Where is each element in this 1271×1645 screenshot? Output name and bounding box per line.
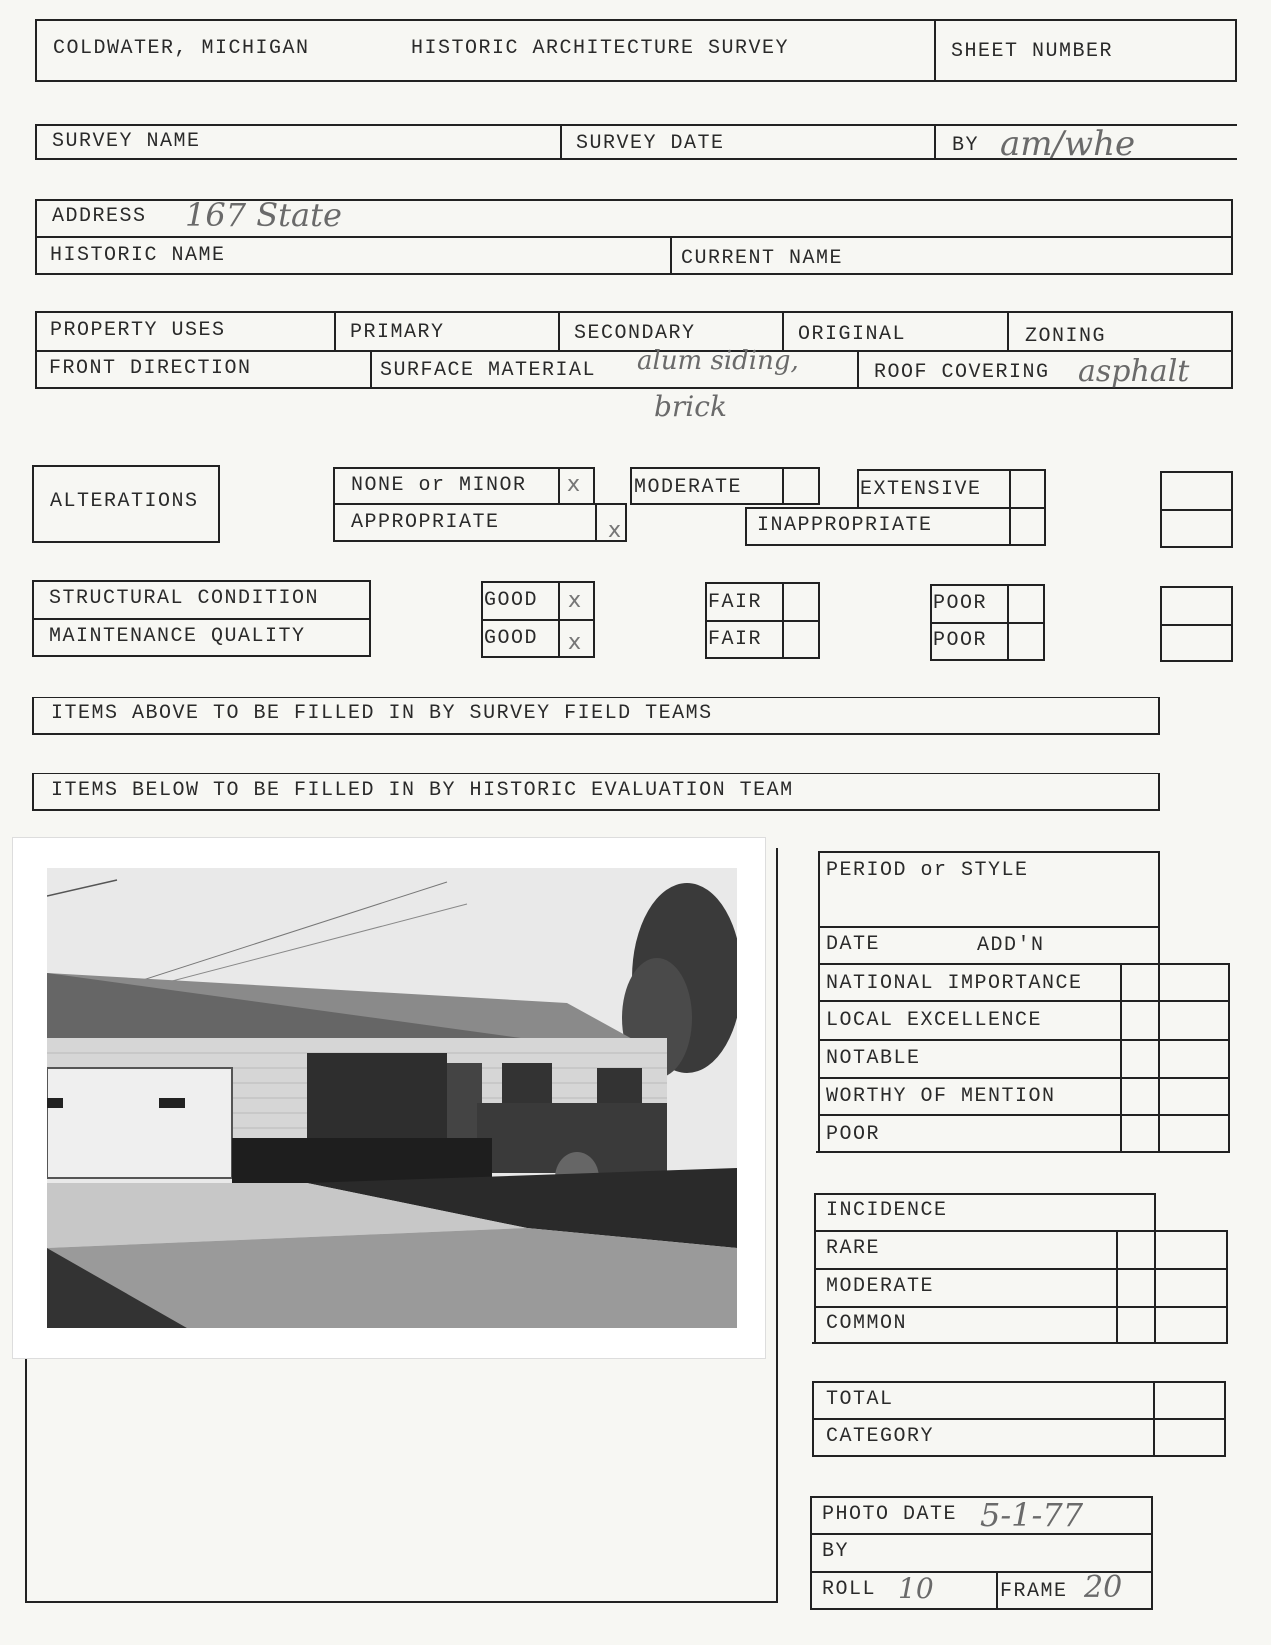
eval-line-date	[818, 926, 1160, 928]
property-divider-6	[857, 350, 859, 389]
structural-poor-label: POOR	[933, 592, 988, 615]
survey-date-label: SURVEY DATE	[576, 132, 725, 155]
fair-box-mid	[705, 620, 820, 622]
maintenance-quality-label: MAINTENANCE QUALITY	[49, 625, 306, 648]
primary-label: PRIMARY	[350, 321, 445, 344]
surface-material-label: SURFACE MATERIAL	[380, 359, 597, 382]
survey-divider-1	[560, 124, 562, 160]
structural-good-label: GOOD	[484, 589, 539, 612]
historic-name-label: HISTORIC NAME	[50, 244, 226, 267]
totals-mid	[812, 1418, 1226, 1420]
photo-date-label: PHOTO DATE	[822, 1503, 958, 1526]
alterations-extensive-mid	[745, 507, 1046, 509]
roof-covering-value: asphalt	[1078, 354, 1190, 389]
maintenance-poor-label: POOR	[933, 629, 988, 652]
alterations-moderate-divider	[782, 467, 784, 505]
photo-date-value: 5-1-77	[980, 1496, 1084, 1534]
condition-side-mid	[1160, 624, 1233, 626]
property-divider-2	[558, 311, 560, 350]
structural-condition-label: STRUCTURAL CONDITION	[49, 587, 320, 610]
incidence-line-rare	[814, 1230, 1228, 1232]
house-photo	[13, 838, 765, 1358]
photo-area-bottom	[25, 1601, 778, 1603]
eval-line-worthy	[818, 1077, 1230, 1079]
surface-material-value-2: brick	[654, 390, 727, 423]
none-minor-label: NONE or MINOR	[351, 474, 527, 497]
alterations-label: ALTERATIONS	[50, 490, 199, 513]
address-row-line	[35, 236, 1233, 238]
incidence-moderate-label: MODERATE	[826, 1275, 935, 1298]
property-divider-1	[334, 311, 336, 350]
property-uses-label: PROPERTY USES	[50, 319, 226, 342]
roll-value: 10	[898, 1572, 934, 1605]
current-name-label: CURRENT NAME	[681, 247, 844, 270]
roof-covering-label: ROOF COVERING	[874, 361, 1050, 384]
incidence-score-right	[1226, 1230, 1228, 1342]
city-label: COLDWATER, MICHIGAN	[53, 37, 310, 60]
photo-info-divider	[996, 1571, 998, 1610]
house-photo-image	[47, 868, 737, 1328]
incidence-score-divider	[1116, 1230, 1118, 1342]
address-divider	[670, 236, 672, 275]
condition-label-mid	[32, 618, 371, 620]
total-label: TOTAL	[826, 1388, 894, 1411]
survey-by-label: BY	[952, 134, 980, 157]
eval-score-divider	[1120, 963, 1122, 1151]
addn-label: ADD'N	[977, 934, 1045, 957]
incidence-line-common	[814, 1306, 1228, 1308]
eval-line-national	[818, 963, 1230, 965]
maintenance-fair-label: FAIR	[708, 628, 763, 651]
structural-good-check[interactable]: x	[568, 588, 582, 613]
fair-box-divider	[782, 582, 784, 659]
property-row-line	[35, 350, 1233, 352]
front-direction-label: FRONT DIRECTION	[49, 357, 252, 380]
property-divider-5	[370, 350, 372, 389]
none-minor-check[interactable]: x	[567, 472, 581, 497]
eval-score-right	[1228, 963, 1230, 1151]
surface-material-value: alum siding,	[637, 346, 799, 376]
survey-by-value: am/whe	[1000, 124, 1136, 164]
worthy-of-mention-label: WORTHY OF MENTION	[826, 1085, 1056, 1108]
eval-line-bottom	[816, 1151, 1230, 1153]
frame-value: 20	[1084, 1570, 1123, 1605]
appropriate-label: APPROPRIATE	[351, 511, 500, 534]
appropriate-check[interactable]: x	[608, 518, 622, 543]
common-label: COMMON	[826, 1312, 908, 1335]
national-importance-label: NATIONAL IMPORTANCE	[826, 972, 1083, 995]
header-divider	[934, 19, 936, 82]
original-label: ORIGINAL	[798, 323, 907, 346]
period-style-label: PERIOD or STYLE	[826, 859, 1029, 882]
sheet-number-label: SHEET NUMBER	[951, 40, 1114, 63]
alterations-extensive-left	[857, 469, 859, 507]
notable-label: NOTABLE	[826, 1047, 921, 1070]
date-label: DATE	[826, 933, 881, 956]
eval-line-poor	[818, 1114, 1230, 1116]
maintenance-good-label: GOOD	[484, 627, 539, 650]
roll-label: ROLL	[822, 1578, 877, 1601]
eval-line-local	[818, 1000, 1230, 1002]
incidence-line-moderate	[814, 1268, 1228, 1270]
alterations-side-mid	[1160, 509, 1233, 511]
zoning-label: ZONING	[1025, 325, 1107, 348]
secondary-label: SECONDARY	[574, 322, 696, 345]
survey-name-label: SURVEY NAME	[52, 130, 201, 153]
local-excellence-label: LOCAL EXCELLENCE	[826, 1009, 1043, 1032]
alterations-appropriate-divider	[595, 503, 597, 542]
eval-line-notable	[818, 1039, 1230, 1041]
page-title: HISTORIC ARCHITECTURE SURVEY	[411, 37, 790, 60]
good-box-divider	[558, 581, 560, 658]
survey-divider-2	[934, 124, 936, 160]
maintenance-good-check[interactable]: x	[568, 630, 582, 655]
address-value: 167 State	[185, 196, 342, 234]
category-label: CATEGORY	[826, 1425, 935, 1448]
alterations-inappropriate-left	[745, 507, 747, 546]
poor-box-mid	[930, 622, 1045, 624]
incidence-line-bottom	[812, 1342, 1228, 1344]
rare-label: RARE	[826, 1237, 881, 1260]
photo-area-right	[776, 848, 778, 1603]
inappropriate-label: INAPPROPRIATE	[757, 514, 933, 537]
frame-label: FRAME	[1000, 1580, 1068, 1603]
items-below-note: ITEMS BELOW TO BE FILLED IN BY HISTORIC EVALUATION TEAM	[51, 779, 794, 802]
alterations-inappropriate-bottom	[745, 544, 1046, 546]
property-divider-3	[782, 311, 784, 350]
property-divider-4	[1007, 311, 1009, 350]
evaluation-poor-label: POOR	[826, 1123, 881, 1146]
photo-by-label: BY	[822, 1540, 850, 1563]
address-label: ADDRESS	[52, 205, 147, 228]
items-above-note: ITEMS ABOVE TO BE FILLED IN BY SURVEY FIELD TEAMS	[51, 702, 713, 725]
structural-fair-label: FAIR	[708, 591, 763, 614]
good-box-mid	[481, 619, 595, 621]
extensive-label: EXTENSIVE	[860, 478, 982, 501]
moderate-label: MODERATE	[634, 476, 743, 499]
totals-divider	[1153, 1381, 1155, 1457]
poor-box-divider	[1007, 584, 1009, 661]
alterations-none-minor-divider	[558, 467, 560, 505]
incidence-label: INCIDENCE	[826, 1199, 948, 1222]
